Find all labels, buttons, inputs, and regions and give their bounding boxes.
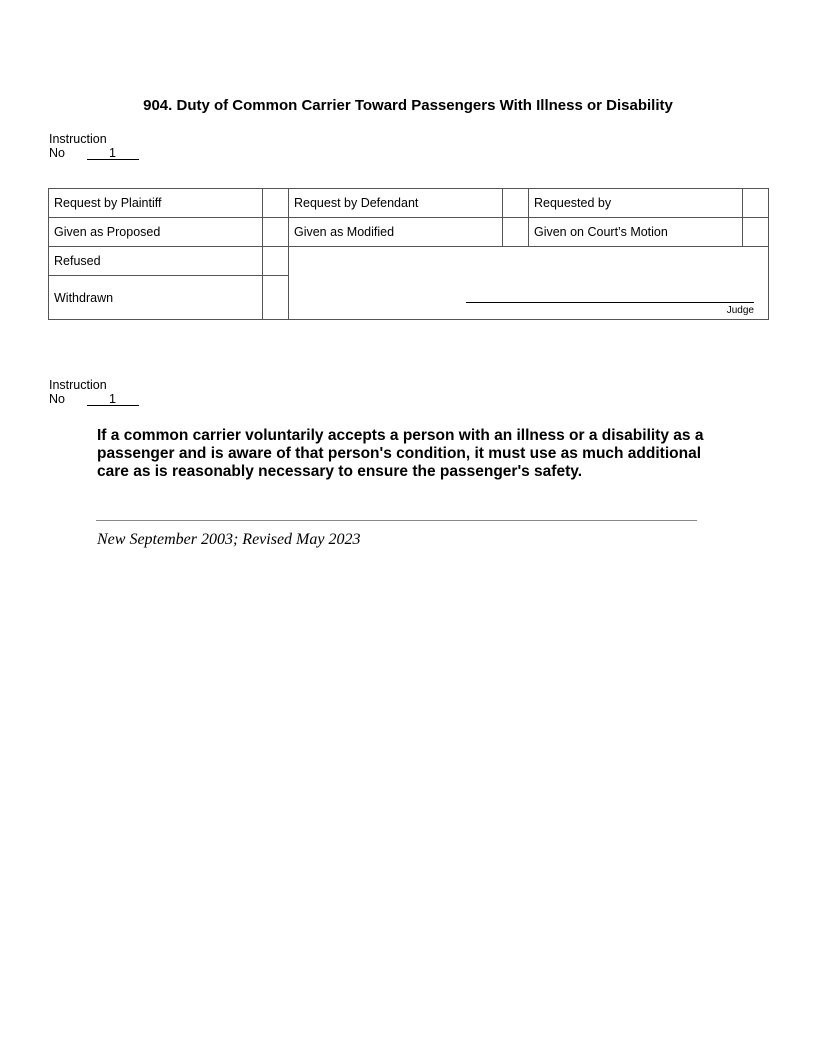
request-by-defendant-checkbox[interactable]: [503, 189, 529, 218]
judge-signature-line[interactable]: [466, 302, 754, 303]
refused-label: Refused: [49, 247, 263, 276]
given-as-modified-checkbox[interactable]: [503, 218, 529, 247]
withdrawn-label: Withdrawn: [49, 276, 263, 320]
request-by-plaintiff-checkbox[interactable]: [263, 189, 289, 218]
instruction-label: Instruction: [49, 132, 107, 146]
revision-history: New September 2003; Revised May 2023: [97, 531, 361, 548]
given-on-courts-motion-checkbox[interactable]: [742, 218, 768, 247]
request-by-defendant-label: Request by Defendant: [288, 189, 502, 218]
instruction-number-block-bottom: [49, 378, 139, 406]
no-label: No: [49, 146, 65, 160]
judge-signature-area: [288, 247, 768, 320]
judge-label: Judge: [726, 305, 754, 316]
divider: [96, 520, 697, 521]
request-table: [48, 188, 769, 320]
instruction-text: If a common carrier voluntarily accepts a person with an illness or a disability as a passenger and is aware of that person's condition, it must use as much additional care as is reasonably necessary to ensure the passenger's safety.: [97, 427, 704, 480]
page-title: 904. Duty of Common Carrier Toward Passengers With Illness or Disability: [143, 97, 673, 114]
instruction-number-field[interactable]: 1: [87, 392, 139, 406]
no-label: No: [49, 392, 65, 406]
request-by-plaintiff-label: Request by Plaintiff: [49, 189, 263, 218]
instruction-number-block-top: [49, 132, 139, 160]
requested-by-checkbox[interactable]: [742, 189, 768, 218]
requested-by-label: Requested by: [528, 189, 742, 218]
given-as-proposed-label: Given as Proposed: [49, 218, 263, 247]
instruction-number-field[interactable]: 1: [87, 146, 139, 160]
instruction-label: Instruction: [49, 378, 107, 392]
withdrawn-checkbox[interactable]: [263, 276, 289, 320]
given-as-proposed-checkbox[interactable]: [263, 218, 289, 247]
given-on-courts-motion-label: Given on Court’s Motion: [528, 218, 742, 247]
refused-checkbox[interactable]: [263, 247, 289, 276]
given-as-modified-label: Given as Modified: [288, 218, 502, 247]
